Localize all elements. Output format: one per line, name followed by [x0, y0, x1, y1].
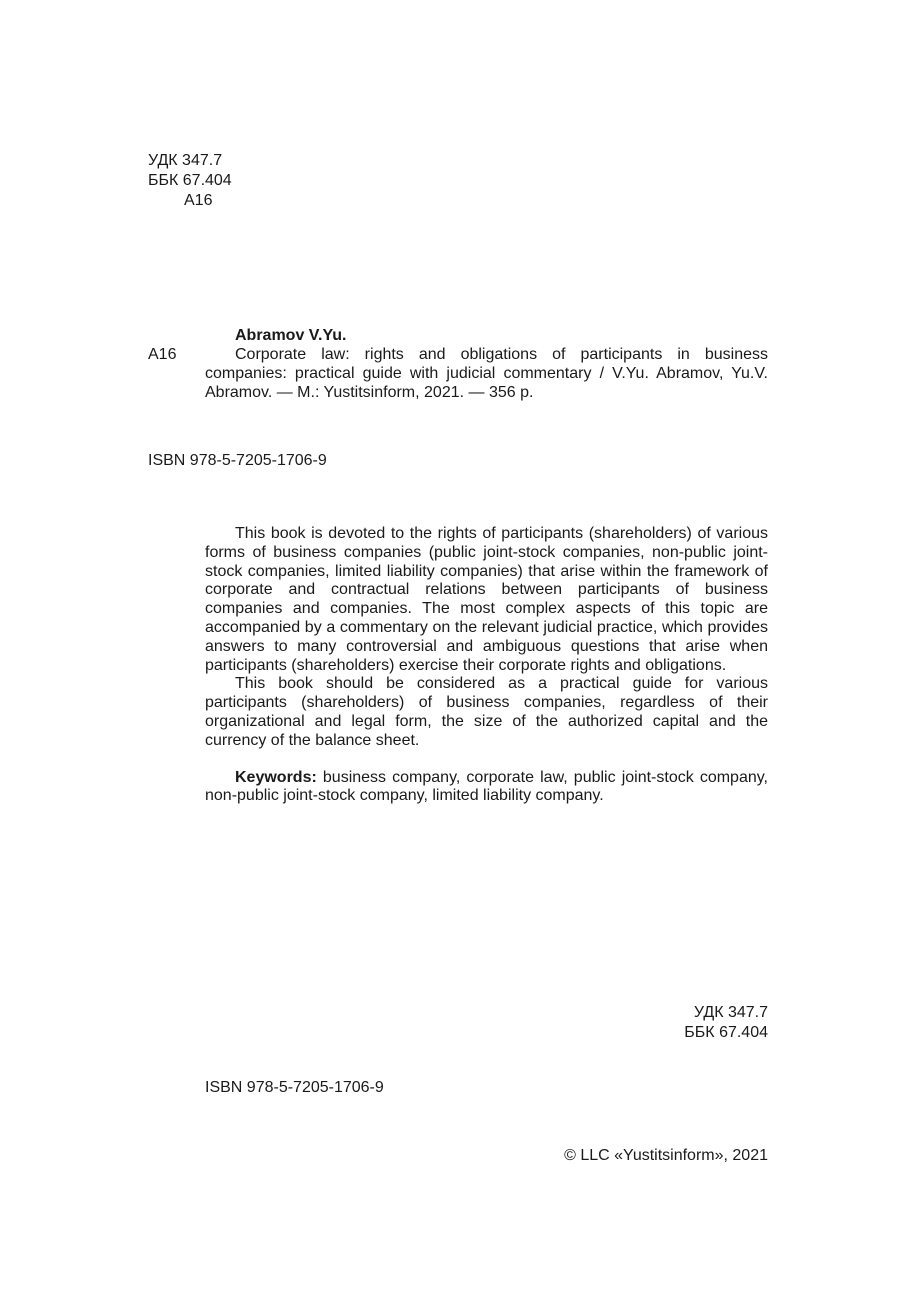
bibliographic-description: Corporate law: rights and obligations of participants in business companies: practical guide with judicial commentary / V.Yu. Abramov, Yu.V. Abramov. — M.: Yustitsinform, 2021. — 356 p.	[205, 346, 768, 401]
isbn-bottom: ISBN 978-5-7205-1706-9	[205, 1079, 384, 1096]
classification-top	[148, 151, 232, 211]
annotation-paragraph-2: This book should be considered as a practical guide for various participants (shareholders) of business companies, regardless of their organizational and legal form, the size of the authorized capital and the currency of the balance sheet.	[205, 675, 768, 749]
keywords-list: business company, corporate law, public joint-stock company, non-public joint-stock company, limited liability company.	[205, 768, 769, 805]
annotation-paragraph-1: This book is devoted to the rights of participants (shareholders) of various forms of business companies (public joint-stock companies, non-public joint-stock companies, limited liability companies) that arise within the framework of corporate and contractual relations between participants of business companies and companies. The most complex aspects of this topic are accompanied by a commentary on the relevant judicial practice, which provides answers to many controversial and ambiguous questions that arise when participants (shareholders) exercise their corporate rights and obligations.	[205, 525, 768, 674]
isbn-top: ISBN 978-5-7205-1706-9	[148, 452, 327, 469]
copyright: © LLC «Yustitsinform», 2021	[564, 1147, 768, 1164]
bbk-code-bottom: ББК 67.404	[684, 1024, 768, 1041]
cutter-code: А16	[184, 192, 213, 209]
keywords-label: Keywords:	[235, 768, 317, 786]
record-cutter-code: А16	[148, 346, 177, 363]
bbk-code: ББК 67.404	[148, 172, 232, 189]
annotation	[205, 525, 768, 806]
keywords	[205, 769, 768, 807]
udk-code-bottom: УДК 347.7	[693, 1004, 768, 1021]
udk-code: УДК 347.7	[148, 152, 223, 169]
classification-bottom	[568, 1003, 768, 1043]
author-name: Abramov V.Yu.	[235, 327, 347, 344]
